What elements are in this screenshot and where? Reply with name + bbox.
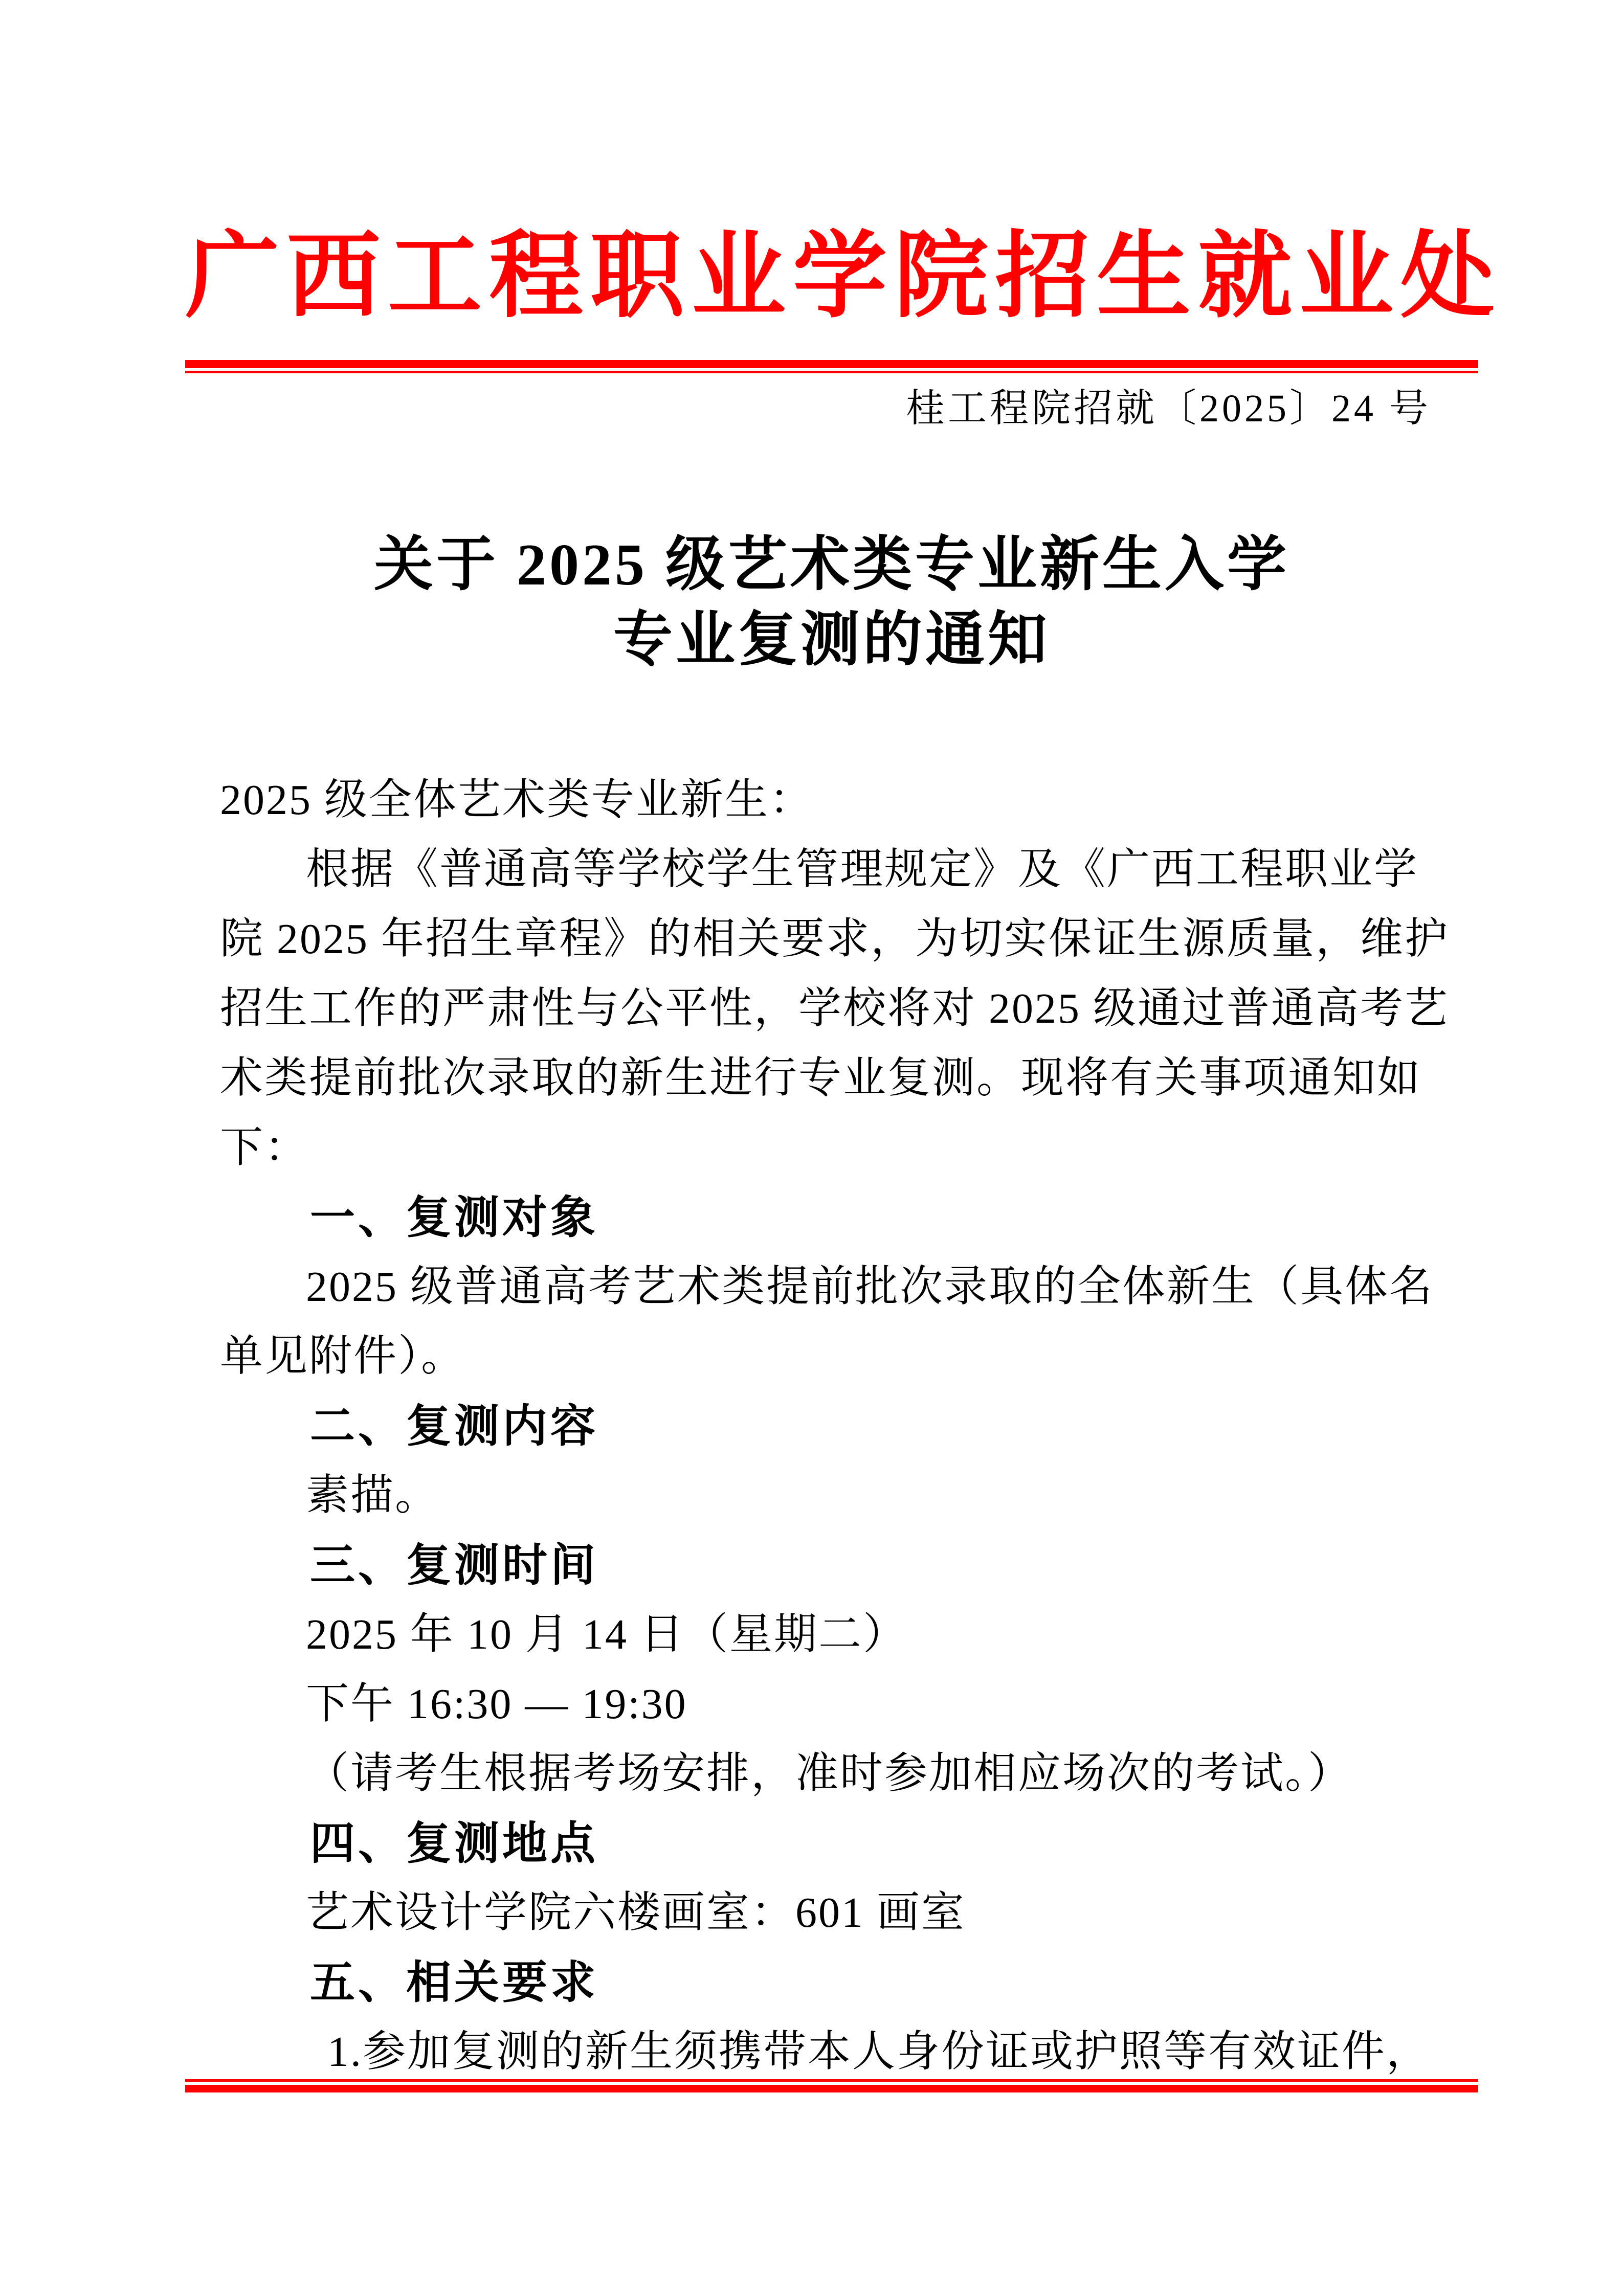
body-line: 招生工作的严肃性与公平性，学校将对 2025 级通过普通高考艺 bbox=[220, 985, 1450, 1032]
body-line: 2025 级普通高考艺术类提前批次录取的全体新生（具体名 bbox=[306, 1263, 1434, 1311]
section-heading: 三、复测时间 bbox=[310, 1540, 599, 1590]
body-line: 素描。 bbox=[306, 1472, 440, 1519]
body-line: 单见附件）。 bbox=[220, 1333, 466, 1380]
notice-title-line1: 关于 2025 级艺术类专业新生入学 bbox=[374, 532, 1289, 598]
body-line: 2025 级全体艺术类专业新生： bbox=[220, 776, 814, 824]
body-line: 1.参加复测的新生须携带本人身份证或护照等有效证件， bbox=[327, 2028, 1431, 2076]
body-line: 下： bbox=[220, 1124, 309, 1172]
body-line: 艺术设计学院六楼画室：601 画室 bbox=[306, 1889, 966, 1937]
section-heading: 一、复测对象 bbox=[310, 1192, 599, 1243]
letterhead-office-name: 广西工程职业学院招生就业处 bbox=[185, 224, 1502, 329]
section-heading: 二、复测内容 bbox=[310, 1401, 599, 1451]
document-number: 桂工程院招就〔2025〕24 号 bbox=[906, 387, 1431, 430]
body-line: （请考生根据考场安排，准时参加相应场次的考试。） bbox=[306, 1750, 1353, 1797]
footer-divider-thick-line bbox=[185, 2085, 1478, 2092]
section-heading: 四、复测地点 bbox=[310, 1818, 599, 1869]
body-line: 院 2025 年招生章程》的相关要求，为切实保证生源质量，维护 bbox=[220, 915, 1450, 963]
body-line: 下午 16:30 — 19:30 bbox=[306, 1680, 687, 1728]
footer-divider-thin-line bbox=[185, 2079, 1478, 2082]
body-line: 2025 年 10 月 14 日（星期二） bbox=[306, 1611, 908, 1658]
body-text bbox=[220, 766, 1450, 2087]
header-divider-thick-line bbox=[185, 360, 1478, 368]
notice-title bbox=[185, 528, 1478, 678]
body-line: 术类提前批次录取的新生进行专业复测。现将有关事项通知如 bbox=[220, 1054, 1422, 1102]
header-divider bbox=[185, 360, 1478, 373]
content-area bbox=[185, 0, 1502, 2296]
body-line: 根据《普通高等学校学生管理规定》及《广西工程职业学 bbox=[306, 846, 1419, 893]
section-heading: 五、相关要求 bbox=[310, 1957, 599, 2008]
header-divider-thin-line bbox=[185, 371, 1478, 373]
footer-divider bbox=[185, 2079, 1478, 2092]
notice-title-line2: 专业复测的通知 bbox=[613, 607, 1050, 673]
